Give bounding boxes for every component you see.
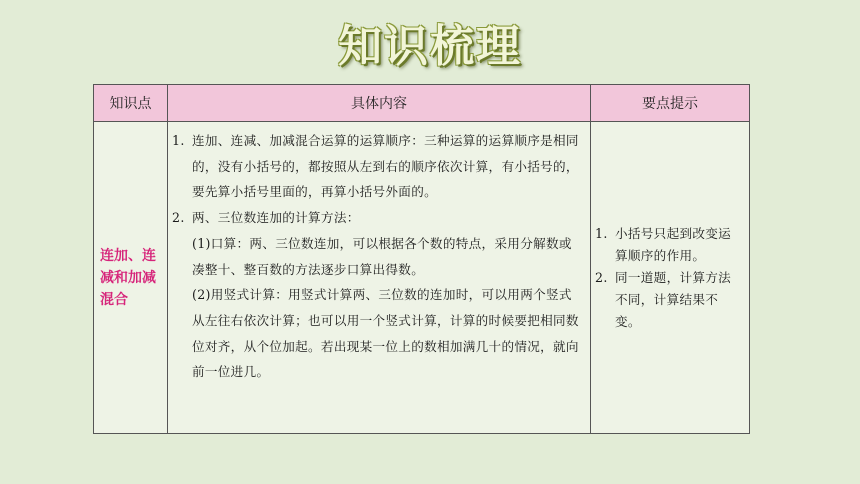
item-number: 2. <box>172 210 185 226</box>
page-title: 知识梳理 <box>338 21 522 72</box>
tip-number: 2. <box>595 269 608 285</box>
tip-text: 小括号只起到改变运算顺序的作用。 <box>615 225 732 263</box>
topic-cell: 连加、连减和加减混合 <box>94 122 168 434</box>
item-text: 连加、连减、加减混合运算的运算顺序：三种运算的运算顺序是相同的，没有小括号的，都按照从左到右的顺序依次计算，有小括号的，要先算小括号里面的，再算小括号外面的。 <box>192 133 579 200</box>
item-number: 1. <box>172 133 185 148</box>
tip-text: 同一道题，计算方法不同，计算结果不变。 <box>615 269 732 329</box>
tip-item-2 <box>595 267 743 333</box>
content-item-1 <box>172 128 584 205</box>
content-cell <box>168 122 591 434</box>
content-item-2 <box>172 205 584 231</box>
table-header-row <box>94 85 750 122</box>
tip-number: 1. <box>595 225 608 241</box>
table-row <box>94 122 750 434</box>
tips-cell <box>591 122 750 434</box>
header-specific-content: 具体内容 <box>168 85 591 122</box>
item-text: 两、三位数连加的计算方法： <box>192 210 360 226</box>
knowledge-table <box>93 84 750 434</box>
tip-item-1 <box>595 223 743 267</box>
sub-item-mental: (1)口算：两、三位数连加，可以根据各个数的特点，采用分解数或凑整十、整百数的方法逐步口算出得数。 <box>192 235 572 277</box>
sub-item-vertical: (2)用竖式计算：用竖式计算两、三位数的连加时，可以用两个竖式从左往右依次计算；也可以用一个竖式计算，计算的时候要把相同数位对齐，从个位加起。若出现某一位上的数相加满几十的情况，就向前一位进几。 <box>192 287 579 380</box>
header-knowledge-point: 知识点 <box>94 85 168 122</box>
header-key-tips: 要点提示 <box>591 85 750 122</box>
